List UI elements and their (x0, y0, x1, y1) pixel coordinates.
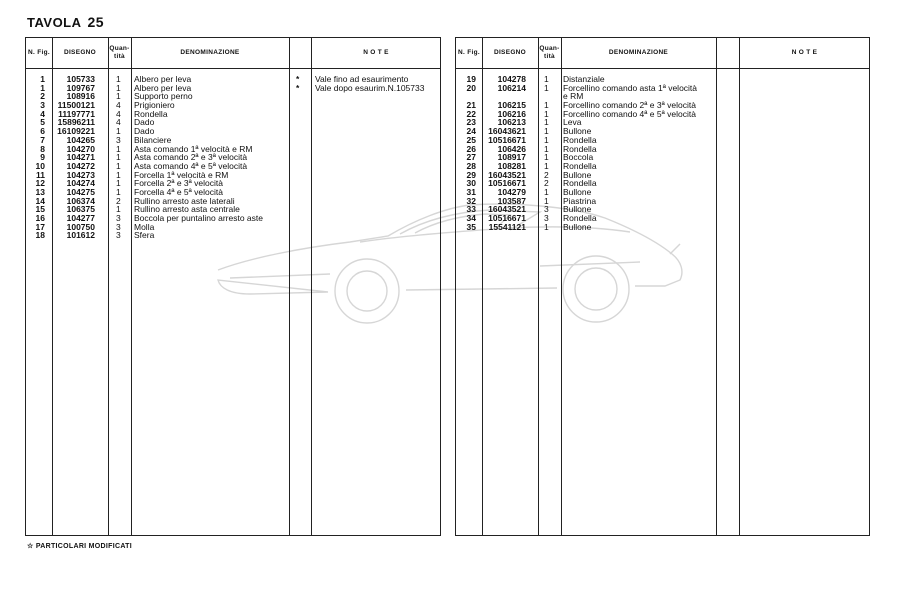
cell-quantita: 1 (544, 108, 549, 119)
header-quantita: Quan-tità (109, 45, 130, 60)
cell-disegno: 104278 (497, 74, 526, 84)
header-divider (26, 68, 440, 69)
cell-denominazione: Sfera (134, 230, 155, 241)
table-row (26, 231, 440, 240)
footnote: ☆ PARTICOLARI MODIFICATI (27, 543, 132, 550)
table-row (456, 223, 869, 232)
cell-quantita: 1 (544, 143, 549, 154)
cell-disegno: 101612 (66, 230, 95, 241)
cell-disegno: 106215 (497, 100, 526, 111)
cell-disegno: 106375 (66, 204, 95, 215)
cell-disegno: 105733 (66, 74, 95, 84)
cell-disegno: 104279 (497, 186, 526, 197)
cell-disegno: 106426 (497, 143, 526, 154)
cell-disegno: 106374 (66, 195, 95, 206)
cell-fig: 33 (466, 204, 476, 215)
cell-fig: 15 (35, 204, 45, 215)
cell-note: Vale dopo esaurim.N.105733 (315, 82, 425, 93)
cell-quantita: 4 (116, 100, 121, 111)
cell-quantita: 3 (544, 204, 549, 215)
cell-quantita: 1 (544, 74, 549, 84)
cell-disegno: 104271 (66, 152, 95, 163)
cell-denominazione: Rondella (563, 160, 597, 171)
table-number: 25 (87, 14, 105, 30)
cell-fig: 8 (40, 143, 45, 154)
header-fig: N. Fig. (28, 49, 50, 56)
cell-fig: 26 (466, 143, 476, 154)
cell-quantita: 1 (116, 160, 121, 171)
cell-quantita: 1 (544, 186, 549, 197)
cell-denominazione: Rondella (563, 178, 597, 189)
cell-disegno: 104270 (66, 143, 95, 154)
cell-quantita: 1 (116, 152, 121, 163)
cell-disegno: 15896211 (57, 117, 95, 128)
cell-denominazione: Forcella 4ª e 5ª velocità (134, 186, 223, 197)
header-divider (456, 68, 869, 69)
cell-quantita: 3 (116, 213, 121, 223)
cell-quantita: 1 (116, 204, 121, 215)
cell-quantita: 2 (544, 169, 549, 180)
cell-fig: 16 (35, 213, 45, 223)
cell-quantita: 1 (116, 178, 121, 189)
header-note: N O T E (791, 49, 818, 56)
cell-fig: 21 (466, 100, 476, 111)
cell-denominazione: Forcellino comando asta 1ª velocità (563, 82, 698, 93)
cell-fig: 22 (466, 108, 476, 119)
cell-denominazione: Albero per leva (134, 74, 192, 84)
cell-denominazione: Dado (134, 117, 155, 128)
table-row (456, 84, 869, 93)
cell-quantita: 2 (116, 195, 121, 206)
cell-fig: 18 (35, 230, 45, 241)
cell-denominazione: Boccola per puntalino arresto aste (134, 213, 263, 223)
cell-quantita: 1 (116, 143, 121, 154)
cell-disegno: 16109221 (57, 126, 95, 137)
cell-fig: 31 (466, 186, 476, 197)
cell-disegno: 104277 (66, 213, 95, 223)
header-denominazione: DENOMINAZIONE (608, 49, 669, 56)
cell-denominazione: Prigioniero (134, 100, 175, 111)
page-title (27, 14, 104, 30)
cell-modified-mark: * (296, 74, 300, 84)
cell-denominazione: Forcellino comando 4ª e 5ª velocità (563, 108, 696, 119)
header-fig: N. Fig. (458, 49, 480, 56)
cell-disegno: 104275 (66, 186, 95, 197)
cell-denominazione: Bullone (563, 126, 592, 137)
cell-disegno: 16043521 (488, 169, 526, 180)
cell-denominazione: Molla (134, 221, 155, 232)
title-label: TAVOLA (27, 15, 82, 30)
cell-denominazione: Bullone (563, 186, 592, 197)
cell-quantita: 1 (116, 126, 121, 137)
cell-denominazione: Bilanciere (134, 134, 172, 145)
cell-disegno: 104265 (66, 134, 95, 145)
cell-denominazione: Piastrina (563, 195, 597, 206)
cell-denominazione: Rondella (134, 108, 168, 119)
cell-fig: 11 (36, 169, 45, 180)
cell-fig: 28 (466, 160, 476, 171)
cell-disegno: 104273 (66, 169, 95, 180)
cell-disegno: 10516671 (488, 134, 526, 145)
cell-disegno: 104272 (66, 160, 95, 171)
cell-quantita: 1 (544, 160, 549, 171)
parts-table-left (25, 37, 441, 536)
cell-disegno: 104274 (66, 178, 95, 189)
cell-quantita: 3 (116, 134, 121, 145)
cell-disegno: 106214 (497, 82, 526, 93)
cell-disegno: 108281 (497, 160, 526, 171)
cell-quantita: 1 (116, 91, 121, 102)
cell-fig: 10 (35, 160, 45, 171)
cell-disegno: 16043521 (488, 204, 526, 215)
cell-quantita: 4 (116, 108, 121, 119)
cell-quantita: 1 (544, 195, 549, 206)
cell-fig: 20 (466, 82, 476, 93)
header-denominazione: DENOMINAZIONE (180, 49, 240, 56)
cell-disegno: 103587 (497, 195, 526, 206)
cell-quantita: 2 (544, 178, 549, 189)
cell-denominazione: Boccola (563, 152, 594, 163)
cell-fig: 30 (466, 178, 476, 189)
cell-quantita: 1 (544, 134, 549, 145)
header-disegno: DISEGNO (63, 49, 97, 56)
cell-fig: 19 (466, 74, 476, 84)
cell-quantita: 4 (116, 117, 121, 128)
cell-fig: 32 (466, 195, 476, 206)
cell-denominazione: Bullone (563, 204, 592, 215)
cell-disegno: 106216 (497, 108, 526, 119)
cell-denominazione: Leva (563, 117, 582, 128)
cell-denominazione: Rullino arresto asta centrale (134, 204, 240, 215)
cell-fig: 4 (40, 108, 45, 119)
cell-denominazione: Bullone (563, 221, 592, 232)
cell-modified-mark: * (296, 82, 300, 93)
cell-fig: 23 (466, 117, 476, 128)
cell-disegno: 100750 (66, 221, 95, 232)
cell-denominazione: Rondella (563, 134, 597, 145)
cell-denominazione: e RM (563, 91, 584, 102)
cell-fig: 35 (466, 221, 476, 232)
cell-quantita: 3 (116, 221, 121, 232)
cell-fig: 12 (35, 178, 45, 189)
cell-quantita: 1 (116, 169, 121, 180)
cell-disegno: 15541121 (488, 221, 526, 232)
cell-fig: 3 (40, 100, 45, 111)
cell-quantita: 1 (116, 186, 121, 197)
cell-fig: 34 (466, 213, 476, 223)
cell-fig: 6 (40, 126, 45, 137)
cell-quantita: 1 (544, 117, 549, 128)
cell-fig: 9 (40, 152, 45, 163)
header-disegno: DISEGNO (493, 49, 527, 56)
cell-denominazione: Forcellino comando 2ª e 3ª velocità (563, 100, 696, 111)
cell-disegno: 16043621 (488, 126, 526, 137)
cell-fig: 5 (40, 117, 45, 128)
cell-fig: 1 (40, 74, 45, 84)
cell-disegno: 108917 (497, 152, 526, 163)
header-note: N O T E (363, 49, 389, 56)
parts-table-right (455, 37, 870, 536)
rows-left (26, 75, 440, 240)
cell-fig: 24 (466, 126, 476, 137)
cell-denominazione: Dado (134, 126, 155, 137)
cell-quantita: 1 (544, 100, 549, 111)
cell-disegno: 10516671 (488, 213, 526, 223)
cell-denominazione: Supporto perno (134, 91, 193, 102)
cell-quantita: 1 (116, 82, 121, 93)
cell-denominazione: Distanziale (563, 74, 605, 84)
cell-denominazione: Rondella (563, 143, 597, 154)
cell-fig: 7 (40, 134, 45, 145)
header-quantita: Quan-tità (539, 45, 560, 60)
cell-fig: 13 (35, 186, 45, 197)
cell-note: Vale fino ad esaurimento (315, 74, 409, 84)
cell-quantita: 1 (544, 221, 549, 232)
cell-disegno: 11197771 (58, 108, 95, 119)
cell-disegno: 106213 (497, 117, 526, 128)
cell-denominazione: Asta comando 1ª velocità e RM (134, 143, 253, 154)
cell-disegno: 108916 (66, 91, 95, 102)
cell-quantita: 1 (544, 126, 549, 137)
cell-denominazione: Rondella (563, 213, 597, 223)
cell-disegno: 11500121 (57, 100, 95, 111)
cell-quantita: 3 (116, 230, 121, 241)
cell-fig: 27 (466, 152, 476, 163)
cell-quantita: 1 (544, 152, 549, 163)
cell-disegno: 109767 (66, 82, 95, 93)
cell-denominazione: Rullino arresto aste laterali (134, 195, 235, 206)
cell-fig: 1 (40, 82, 45, 93)
cell-disegno: 10516671 (488, 178, 526, 189)
cell-quantita: 3 (544, 213, 549, 223)
cell-denominazione: Forcella 2ª e 3ª velocità (134, 178, 223, 189)
rows-right (456, 75, 869, 231)
cell-fig: 2 (40, 91, 45, 102)
cell-quantita: 1 (116, 74, 121, 84)
cell-fig: 29 (466, 169, 476, 180)
cell-fig: 14 (35, 195, 45, 206)
cell-denominazione: Albero per leva (134, 82, 192, 93)
cell-fig: 17 (35, 221, 45, 232)
cell-denominazione: Asta comando 2ª e 3ª velocità (134, 152, 248, 163)
cell-denominazione: Bullone (563, 169, 592, 180)
cell-denominazione: Forcella 1ª velocità e RM (134, 169, 229, 180)
cell-quantita: 1 (544, 82, 549, 93)
cell-denominazione: Asta comando 4ª e 5ª velocità (134, 160, 248, 171)
cell-fig: 25 (466, 134, 476, 145)
